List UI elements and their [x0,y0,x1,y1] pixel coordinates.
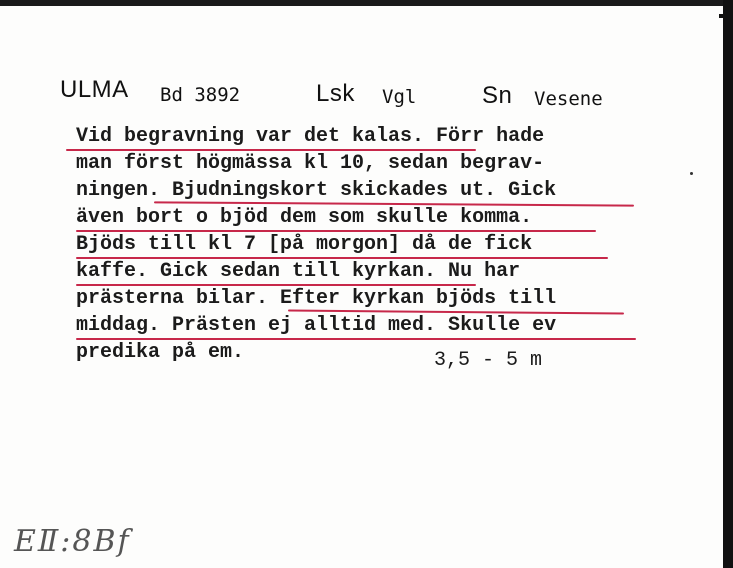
body-line-8 [76,313,636,339]
place-name: ULMA [60,76,129,103]
lsk-value: Vgl [382,86,417,108]
body-line-5-text: Bjöds till kl 7 [på morgon] då de fick [76,233,533,256]
body-line-6 [76,259,636,285]
body-line-5 [76,232,636,258]
archive-reference: EⅡ:8Bf [14,524,131,559]
body-line-2 [76,151,636,177]
body-line-3 [76,178,636,204]
card-header [0,0,733,120]
lsk-label: Lsk [316,80,355,107]
measure-value: 3,5 - 5 m [434,349,543,372]
body-line-6-text: kaffe. Gick sedan till kyrkan. Nu har [76,260,521,283]
body-line-8-text: middag. Prästen ej alltid med. Skulle ev [76,314,557,337]
underline-mark-3 [76,230,596,232]
body-line-7-text: prästerna bilar. Efter kyrkan bjöds till [76,287,557,310]
sn-value: Vesene [534,88,603,110]
underline-mark-7 [76,338,636,340]
volume-number: Bd 3892 [160,84,241,106]
body-line-2-text: man först högmässa kl 10, sedan begrav- [76,152,545,175]
body-line-7 [76,286,636,312]
body-line-4-text: även bort o bjöd dem som skulle komma. [76,206,533,229]
underline-mark-1 [66,149,476,151]
body-line-4 [76,205,636,231]
body-line-1-text: Vid begravning var det kalas. Förr hade [76,125,545,148]
paper-speck [690,172,693,175]
sn-label: Sn [482,82,513,109]
body-line-1 [76,124,636,150]
body-line-9-text: predika på em. [76,341,245,364]
underline-mark-4 [76,257,608,259]
underline-mark-5 [76,284,476,286]
body-line-3-text: ningen. Bjudningskort skickades ut. Gick [76,179,557,202]
